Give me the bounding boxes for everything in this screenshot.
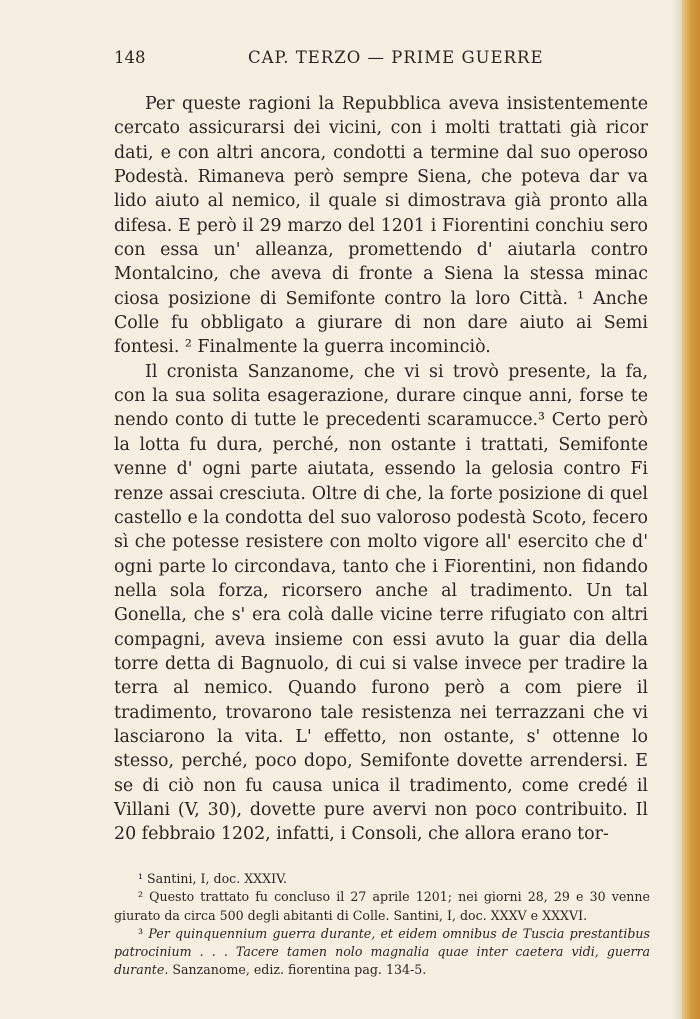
- footnote-2: ² Questo trattato fu concluso il 27 aprile 1201; nei giorni 28, 29 e 30 venne giurato da circa 500 degli abitanti di Colle. Santini, I, doc. XXXV e XXXVI.: [114, 889, 650, 923]
- text-line: con altri compagni, aveva insieme con essi avuto la guar: [114, 605, 648, 650]
- page-header: [114, 48, 648, 72]
- text-line: cercato assicurarsi dei vicini, con i molti trattati già ricor: [114, 118, 648, 139]
- text-line: piere il tradimento, trovarono tale resistenza nei terrazzani: [114, 678, 649, 723]
- paragraph-1: [114, 92, 648, 360]
- running-head: CAP. TERZO — PRIME GUERRE: [248, 48, 544, 67]
- text-line: sero con essa un' alleanza, promettendo d' aiutarla contro: [114, 215, 648, 261]
- paragraph-2: [114, 360, 648, 847]
- footnote-3: [114, 925, 650, 980]
- text-line: fidando nella sola forza, ricorsero anche al tradimento.: [114, 556, 648, 601]
- page-edge: [682, 0, 700, 1019]
- text-line: venne d' ogni parte aiutata, essendo la gelosia contro Fi: [114, 459, 648, 480]
- text-line: difesa. E però il 29 marzo del 1201 i Fiorentini conchiu: [114, 215, 605, 236]
- text-line: Un tal Gonella, che s' era colà dalle vicine terre rifugiato: [114, 580, 648, 626]
- text-line: Per queste ragioni la Repubblica aveva insistentemente: [145, 94, 648, 114]
- text-line: il Villani (V, 30), dovette pure avervi non poco contribuito.: [114, 775, 648, 820]
- footnote-3-source: Sanzanome, ediz. fiorentina pag. 134-5.: [172, 962, 427, 978]
- text-line: quel castello e la condotta del suo valoroso podestà Scoto,: [114, 483, 648, 528]
- text-line: E se di ciò non fu causa unica il tradimento, come credé: [114, 751, 648, 796]
- text-line: Il 20 febbraio 1202, infatti, i Consoli, che allora erano tor-: [114, 799, 648, 845]
- footnotes: [114, 870, 650, 980]
- page-number: 148: [114, 48, 146, 67]
- text-line: con la sua solita esagerazione, durare cinque anni, forse te: [114, 386, 648, 407]
- footnote-3-latin-quote: Per quinquennium guerra durante, et eidem omnibus de Tuscia prestantibus patrocinium . . . Tacere tamen nolo magnalia quae inter caetera vidi, guerra durante.: [114, 925, 650, 978]
- text-line: nendo conto di tutte le precedenti scaramucce.³ Certo però: [114, 410, 648, 431]
- text-line: fontesi. ² Finalmente la guerra incominciò.: [114, 337, 491, 358]
- text-line: che d' ogni parte lo circondava, tanto che i Fiorentini, non: [114, 532, 648, 577]
- text-line: ciosa posizione di Semifonte contro la loro Città. ¹ Anche: [114, 288, 648, 309]
- text-line: lo stesso, perché, poco dopo, Semifonte dovette arrendersi.: [114, 726, 648, 772]
- text-line: Podestà. Rimaneva però sempre Siena, che poteva dar va: [114, 167, 648, 188]
- page-shadow: [672, 0, 682, 1019]
- text-line: Il cronista Sanzanome, che vi si trovò presente, la fa,: [145, 361, 648, 382]
- text-line: fecero sì che potesse resistere con molto vigore all' esercito: [114, 507, 648, 553]
- text-line: Colle fu obbligato a giurare di non dare aiuto ai Semi: [114, 313, 648, 334]
- text-line: dia della torre detta di Bagnuolo, di cui si valse invece: [114, 629, 649, 674]
- text-line: Montalcino, che aveva di fronte a Siena la stessa minac: [114, 264, 648, 285]
- text-line: che vi lasciarono la vita. L' effetto, non ostante, s' ottenne: [114, 702, 648, 747]
- text-line: lido aiuto al nemico, il quale si dimostrava già pronto alla: [114, 191, 648, 212]
- text-line: dati, e con altri ancora, condotti a termine dal suo operoso: [114, 142, 648, 163]
- text-line: per tradire la terra al nemico. Quando furono però a com: [114, 653, 648, 699]
- text-line: renze assai cresciuta. Oltre di che, la forte posizione di: [114, 483, 610, 504]
- text-line: la lotta fu dura, perché, non ostante i trattati, Semifonte: [114, 434, 648, 455]
- footnote-1: ¹ Santini, I, doc. XXXIV.: [138, 871, 287, 886]
- footnote-3-marker: ³: [138, 925, 144, 941]
- body-text: [114, 92, 648, 847]
